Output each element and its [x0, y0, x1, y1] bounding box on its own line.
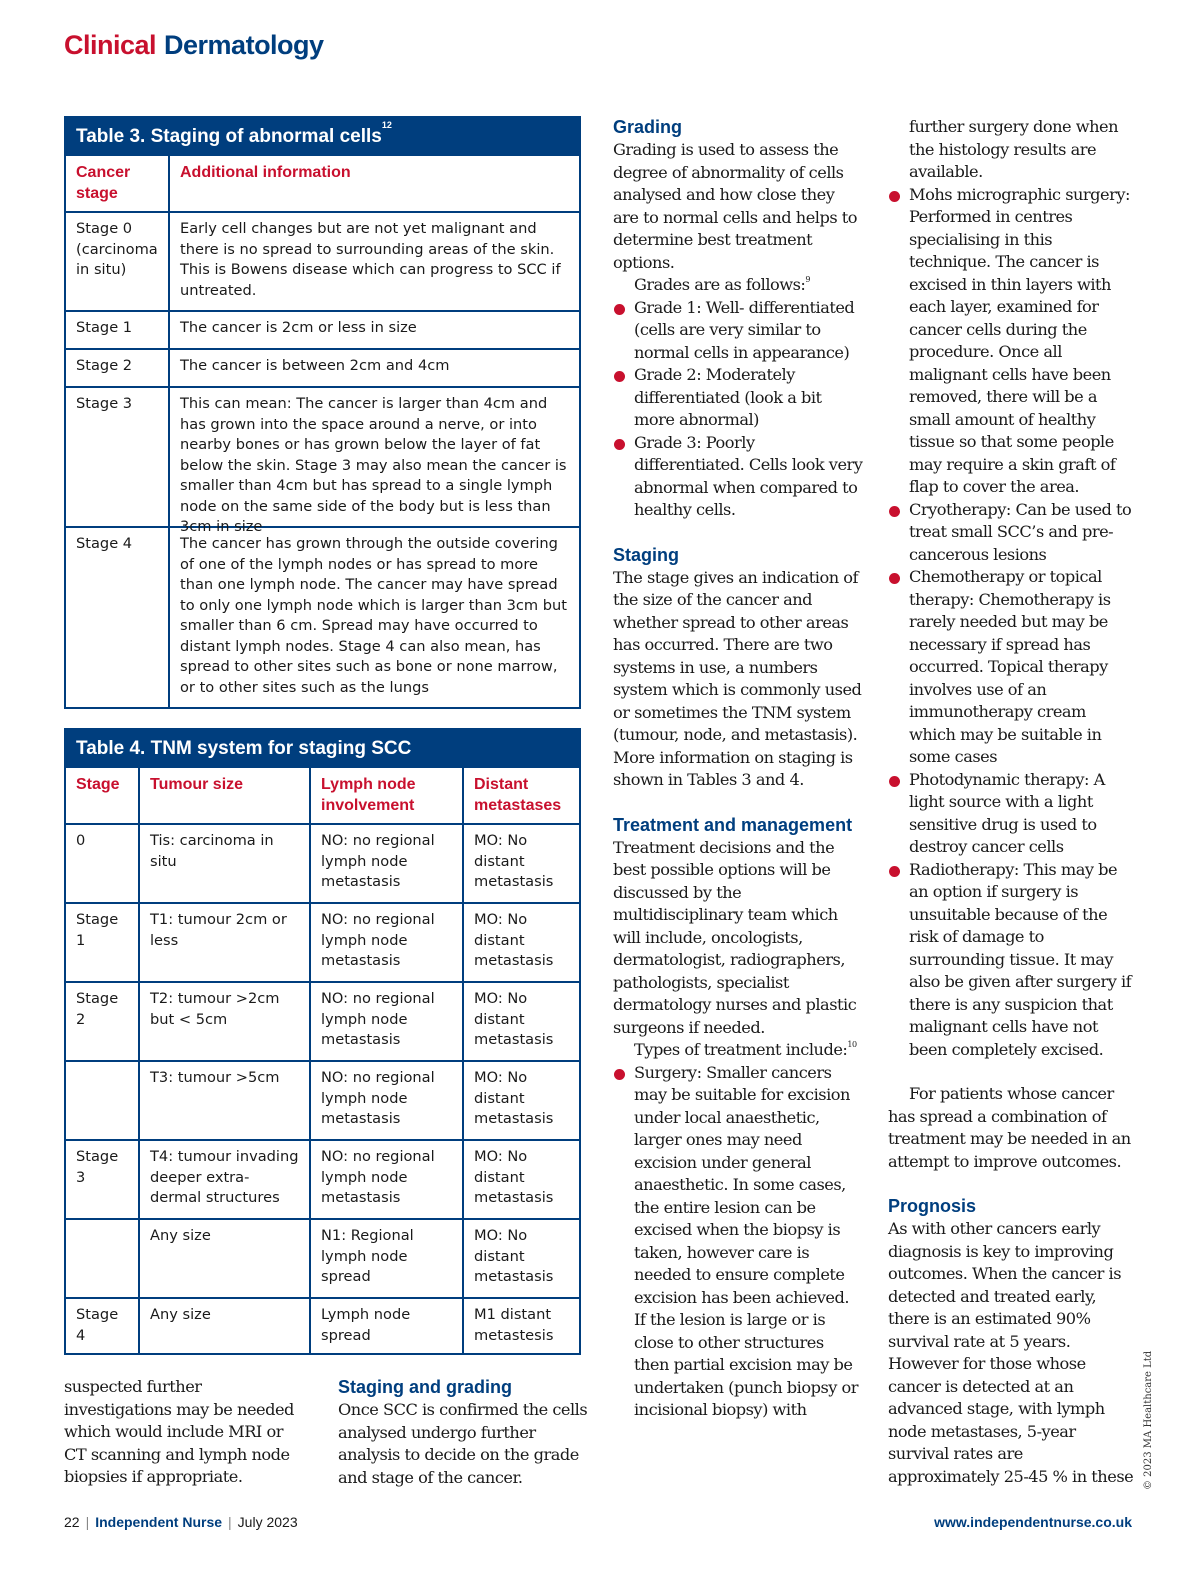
brand-nurse: Nurse	[182, 1514, 223, 1530]
table-row	[66, 211, 579, 310]
table-header-cell: Stage	[76, 776, 120, 793]
stage-cell: 0	[76, 832, 86, 849]
table-row	[66, 1139, 579, 1218]
list-item: Photodynamic therapy: A light source with a light sensitive drug is used to destroy cancer cells	[888, 769, 1136, 859]
table-4-title: Table 4. TNM system for staging SCC	[66, 730, 579, 768]
lymph-cell: NO: no regional lymph node metastasis	[309, 904, 462, 981]
table-header-cell: Tumour size	[138, 768, 309, 823]
body-paragraph: suspected further investigations may be needed which would include MRI or CT scanning and lymph node biopsies if appropriate.	[64, 1377, 294, 1486]
treatment-intro: Types of treatment include:$^{10}$	[634, 1040, 857, 1059]
info-cell: The cancer is between 2cm and 4cm	[168, 350, 579, 386]
table-3	[64, 116, 581, 709]
staging-grading-heading: Staging and grading	[338, 1377, 512, 1397]
body-paragraph: Grading is used to assess the degree of abnormality of cells analysed and how close they are to normal cells and helps to determine best treatment options.	[613, 140, 858, 272]
table-row	[66, 1297, 579, 1353]
distant-cell: MO: No distant metastasis	[462, 1141, 579, 1218]
table-row	[66, 310, 579, 348]
list-item: Cryotherapy: Can be used to treat small SCC’s and pre-cancerous lesions	[888, 499, 1136, 567]
info-cell: Early cell changes but are not yet malignant and there is no spread to surrounding areas of the skin. This is Bowens disease which can progress to SCC if untreated.	[168, 213, 579, 310]
stage-cell: Stage 4	[76, 535, 133, 552]
column-2	[338, 1376, 588, 1489]
website-link[interactable]: www.independentnurse.co.uk	[934, 1514, 1132, 1530]
distant-cell: MO: No distant metastasis	[462, 1220, 579, 1297]
body-paragraph: For patients whose cancer has spread a combination of treatment may be needed in an attempt to improve outcomes.	[888, 1084, 1131, 1171]
table-row	[66, 1060, 579, 1139]
tumour-cell: T4: tumour invading deeper extra-dermal structures	[138, 1141, 309, 1218]
table-header-cell: Cancer stage	[76, 164, 131, 202]
column-3	[613, 116, 863, 1422]
tumour-cell: Any size	[138, 1299, 309, 1353]
table-header-cell: Additional information	[168, 156, 579, 211]
stage-cell	[66, 1062, 138, 1139]
table-row	[66, 348, 579, 386]
table-4	[64, 728, 581, 1355]
copyright-notice: © 2023 MA Healthcare Ltd	[1143, 1350, 1154, 1490]
info-cell: The cancer is 2cm or less in size	[168, 312, 579, 348]
lymph-cell: N1: Regional lymph node spread	[309, 1220, 462, 1297]
table-header-cell: Lymph node involvement	[309, 768, 462, 823]
lymph-cell: NO: no regional lymph node metastasis	[309, 1062, 462, 1139]
info-cell: The cancer has grown through the outside covering of one of the lymph nodes or has spread to more than one lymph node. The cancer may have spread to only one lymph node which is larger than 3cm but smaller than 6 cm. Spread may have occurred to distant lymph nodes. Stage 4 can also mean, has spread to other sites such as bone or none marrow, or to other sites such as the lungs	[168, 528, 579, 707]
page-footer: 22 | Independent Nurse | July 2023	[64, 1514, 298, 1530]
masthead	[64, 30, 324, 61]
masthead-dermatology: Dermatology	[164, 30, 324, 60]
list-item: Radiotherapy: This may be an option if surgery is unsuitable because of the risk of damage to surrounding tissue. It may also be given after surgery if there is any suspicion that malignant cells have not been completely excised.	[888, 859, 1136, 1062]
body-paragraph: Treatment decisions and the best possible options will be discussed by the multidisciplinary team which will include, oncologists, dermatologist, radiographers, pathologists, specialist dermatology nurses and plastic surgeons if needed.	[613, 837, 857, 1037]
masthead-clinical: Clinical	[64, 30, 157, 60]
table-header-cell: Distant metastases	[462, 768, 579, 823]
issue-date: July 2023	[237, 1514, 298, 1530]
tumour-cell: T3: tumour >5cm	[138, 1062, 309, 1139]
stage-cell: Stage 2	[76, 990, 119, 1028]
distant-cell: MO: No distant metastasis	[462, 983, 579, 1060]
list-item: Grade 3: Poorly differentiated. Cells look very abnormal when compared to healthy cells.	[613, 432, 863, 522]
distant-cell: MO: No distant metastasis	[462, 1062, 579, 1139]
stage-cell: Stage 3	[76, 395, 133, 412]
list-item: Mohs micrographic surgery: Performed in centres specialising in this technique. The cancer is excised in thin layers with each layer, examined for cancer cells during the procedure. Once all malignant cells have been removed, there will be a small amount of healthy tissue so that some people may require a skin graft of flap to cover the area.	[888, 184, 1136, 499]
tumour-cell: T1: tumour 2cm or less	[138, 904, 309, 981]
body-paragraph: As with other cancers early diagnosis is key to improving outcomes. When the cancer is detected and treated early, there is an estimated 90% survival rate at 5 years. However for those whose cancer is detected at an advanced stage, with lymph node metastases, 5-year survival rates are approximately 25-45 % in these	[888, 1219, 1134, 1486]
grades-intro: Grades are as follows:$^9$	[634, 275, 810, 294]
column-4	[888, 116, 1136, 1488]
info-cell: This can mean: The cancer is larger than 4cm and has grown into the space around a nerve, or into nearby bones or has grown below the layer of fat below the skin. Stage 3 may also mean the cancer is smaller than 4cm but has spread to a single lymph node on the same side of the body but is less than 3cm in size	[168, 388, 579, 526]
body-paragraph: Once SCC is confirmed the cells analysed undergo further analysis to decide on the grade and stage of the cancer.	[338, 1400, 588, 1487]
brand-independent: Independent	[95, 1514, 179, 1530]
lymph-cell: NO: no regional lymph node metastasis	[309, 825, 462, 902]
page-number: 22	[64, 1514, 80, 1530]
list-item: Surgery: Smaller cancers may be suitable for excision under local anaesthetic, larger ones may need excision under general anaesthetic. In some cases, the entire lesion can be excised when the biopsy is taken, however care is needed to ensure complete excision has been achieved. If the lesion is large or is close to other structures then partial excision may be undertaken (punch biopsy or incisional biopsy) with	[613, 1062, 863, 1422]
list-item: Grade 2: Moderately differentiated (look a bit more abnormal)	[613, 364, 863, 432]
grading-heading: Grading	[613, 117, 683, 137]
table-row	[66, 1218, 579, 1297]
table-row	[66, 526, 579, 707]
distant-cell: M1 distant metastesis	[462, 1299, 579, 1353]
list-item: Grade 1: Well- differentiated (cells are very similar to normal cells in appearance)	[613, 297, 863, 365]
treatment-list	[613, 1062, 863, 1422]
tumour-cell: Tis: carcinoma in situ	[138, 825, 309, 902]
surgery-continued: further surgery done when the histology results are available.	[909, 117, 1119, 181]
stage-cell: Stage 3	[76, 1148, 119, 1186]
stage-cell: Stage 0 (carcinoma in situ)	[76, 220, 158, 278]
column-1-continued	[64, 1376, 304, 1489]
table-4-header-row	[66, 768, 579, 823]
list-item: Chemotherapy or topical therapy: Chemotherapy is rarely needed but may be necessary if spread has occurred. Topical therapy involves use of an immunotherapy cream which may be suitable in some cases	[888, 566, 1136, 769]
table-row	[66, 823, 579, 902]
table-row	[66, 902, 579, 981]
lymph-cell: Lymph node spread	[309, 1299, 462, 1353]
table-row	[66, 386, 579, 535]
stage-cell	[66, 1220, 138, 1297]
staging-heading: Staging	[613, 544, 679, 565]
treatment-list-continued	[888, 184, 1136, 1062]
table-row	[66, 981, 579, 1060]
stage-cell: Stage 2	[76, 357, 133, 374]
lymph-cell: NO: no regional lymph node metastasis	[309, 983, 462, 1060]
prognosis-heading: Prognosis	[888, 1196, 977, 1216]
body-paragraph: The stage gives an indication of the size of the cancer and whether spread to other areas has occurred. There are two systems in use, a numbers system which is commonly used or sometimes the TNM system (tumour, node, and metastasis). More information on staging is shown in Tables 3 and 4.	[613, 567, 862, 789]
table-3-header-row	[66, 156, 579, 211]
distant-cell: MO: No distant metastasis	[462, 825, 579, 902]
grades-list	[613, 297, 863, 522]
stage-cell: Stage 4	[76, 1306, 119, 1344]
distant-cell: MO: No distant metastasis	[462, 904, 579, 981]
stage-cell: Stage 1	[76, 319, 133, 336]
tumour-cell: Any size	[138, 1220, 309, 1297]
stage-cell: Stage 1	[76, 911, 119, 949]
tumour-cell: T2: tumour >2cm but < 5cm	[138, 983, 309, 1060]
table-3-title: Table 3. Staging of abnormal cells$^{12}$	[66, 118, 579, 156]
lymph-cell: NO: no regional lymph node metastasis	[309, 1141, 462, 1218]
treatment-heading: Treatment and management	[613, 814, 853, 835]
